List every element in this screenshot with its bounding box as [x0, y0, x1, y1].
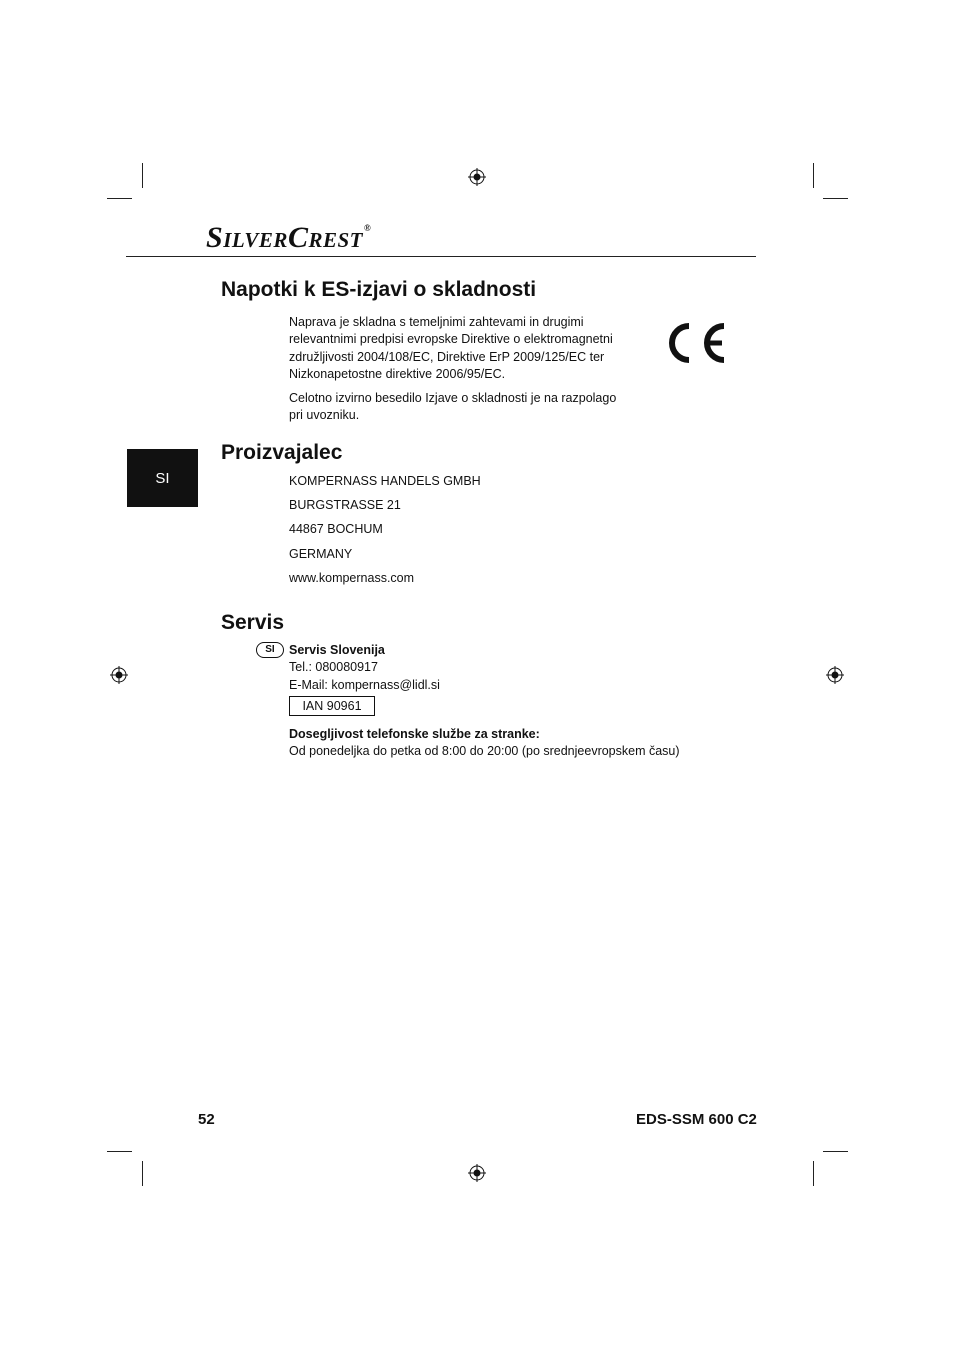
- manufacturer-line: 44867 BOCHUM: [289, 522, 383, 536]
- crop-mark: [823, 198, 848, 199]
- text-line: združljivosti 2004/108/EC, Direktive ErP 2009/125/EC ter: [289, 349, 605, 364]
- page-number: 52: [198, 1111, 215, 1128]
- service-email: E-Mail: kompernass@lidl.si: [289, 678, 440, 692]
- brand-initial: S: [206, 221, 224, 254]
- crop-mark: [142, 163, 143, 188]
- country-badge: [256, 642, 284, 658]
- ian-number: IAN 90961: [302, 698, 362, 713]
- crop-mark: [813, 163, 814, 188]
- country-badge-label: SI: [265, 644, 275, 655]
- manufacturer-website: www.kompernass.com: [289, 571, 415, 585]
- crop-mark: [813, 1161, 814, 1186]
- text-line: pri uvozniku.: [289, 408, 360, 423]
- registration-mark-icon: [468, 1164, 486, 1182]
- declaration-paragraph: [289, 390, 616, 425]
- brand-text: REST: [308, 228, 363, 252]
- brand-initial: C: [287, 221, 309, 254]
- brand-logo: [206, 221, 371, 255]
- registration-mark-icon: [826, 666, 844, 684]
- text-line: Naprava je skladna s temeljnimi zahtevami in drugimi: [289, 315, 584, 329]
- availability-heading: Dosegljivost telefonske službe za stranke:: [289, 727, 540, 741]
- section-heading-declaration: Napotki k ES-izjavi o skladnosti: [221, 278, 537, 301]
- section-heading-service: Servis: [221, 611, 285, 634]
- declaration-paragraph: [289, 314, 613, 383]
- manufacturer-line: BURGSTRASSE 21: [289, 498, 401, 512]
- ce-mark-icon: [658, 318, 730, 368]
- crop-mark: [107, 1151, 132, 1152]
- text-line: Nizkonapetostne direktive 2006/95/EC.: [289, 366, 506, 381]
- registration-mark-icon: [110, 666, 128, 684]
- crop-mark: [142, 1161, 143, 1186]
- service-tel: Tel.: 080080917: [289, 660, 378, 674]
- ian-box: [289, 696, 375, 716]
- model-number: EDS-SSM 600 C2: [636, 1111, 757, 1128]
- availability-text: Od ponedeljka do petka od 8:00 do 20:00 (po srednjeevropskem času): [289, 744, 680, 758]
- header-rule: [126, 256, 756, 257]
- manufacturer-line: GERMANY: [289, 547, 353, 561]
- manufacturer-line: KOMPERNASS HANDELS GMBH: [289, 474, 481, 488]
- text-line: Celotno izvirno besedilo Izjave o skladnosti je na razpolago: [289, 391, 617, 405]
- registration-mark-icon: [468, 168, 486, 186]
- service-name: Servis Slovenija: [289, 643, 385, 657]
- language-tab: [127, 449, 198, 507]
- text-line: relevantnimi predpisi evropske Direktive o elektromagnetni: [289, 332, 613, 347]
- section-heading-manufacturer: Proizvajalec: [221, 441, 343, 464]
- crop-mark: [823, 1151, 848, 1152]
- crop-mark: [107, 198, 132, 199]
- brand-text: ILVER: [223, 228, 288, 252]
- language-tab-label: SI: [155, 469, 170, 487]
- registered-mark: ®: [363, 223, 372, 233]
